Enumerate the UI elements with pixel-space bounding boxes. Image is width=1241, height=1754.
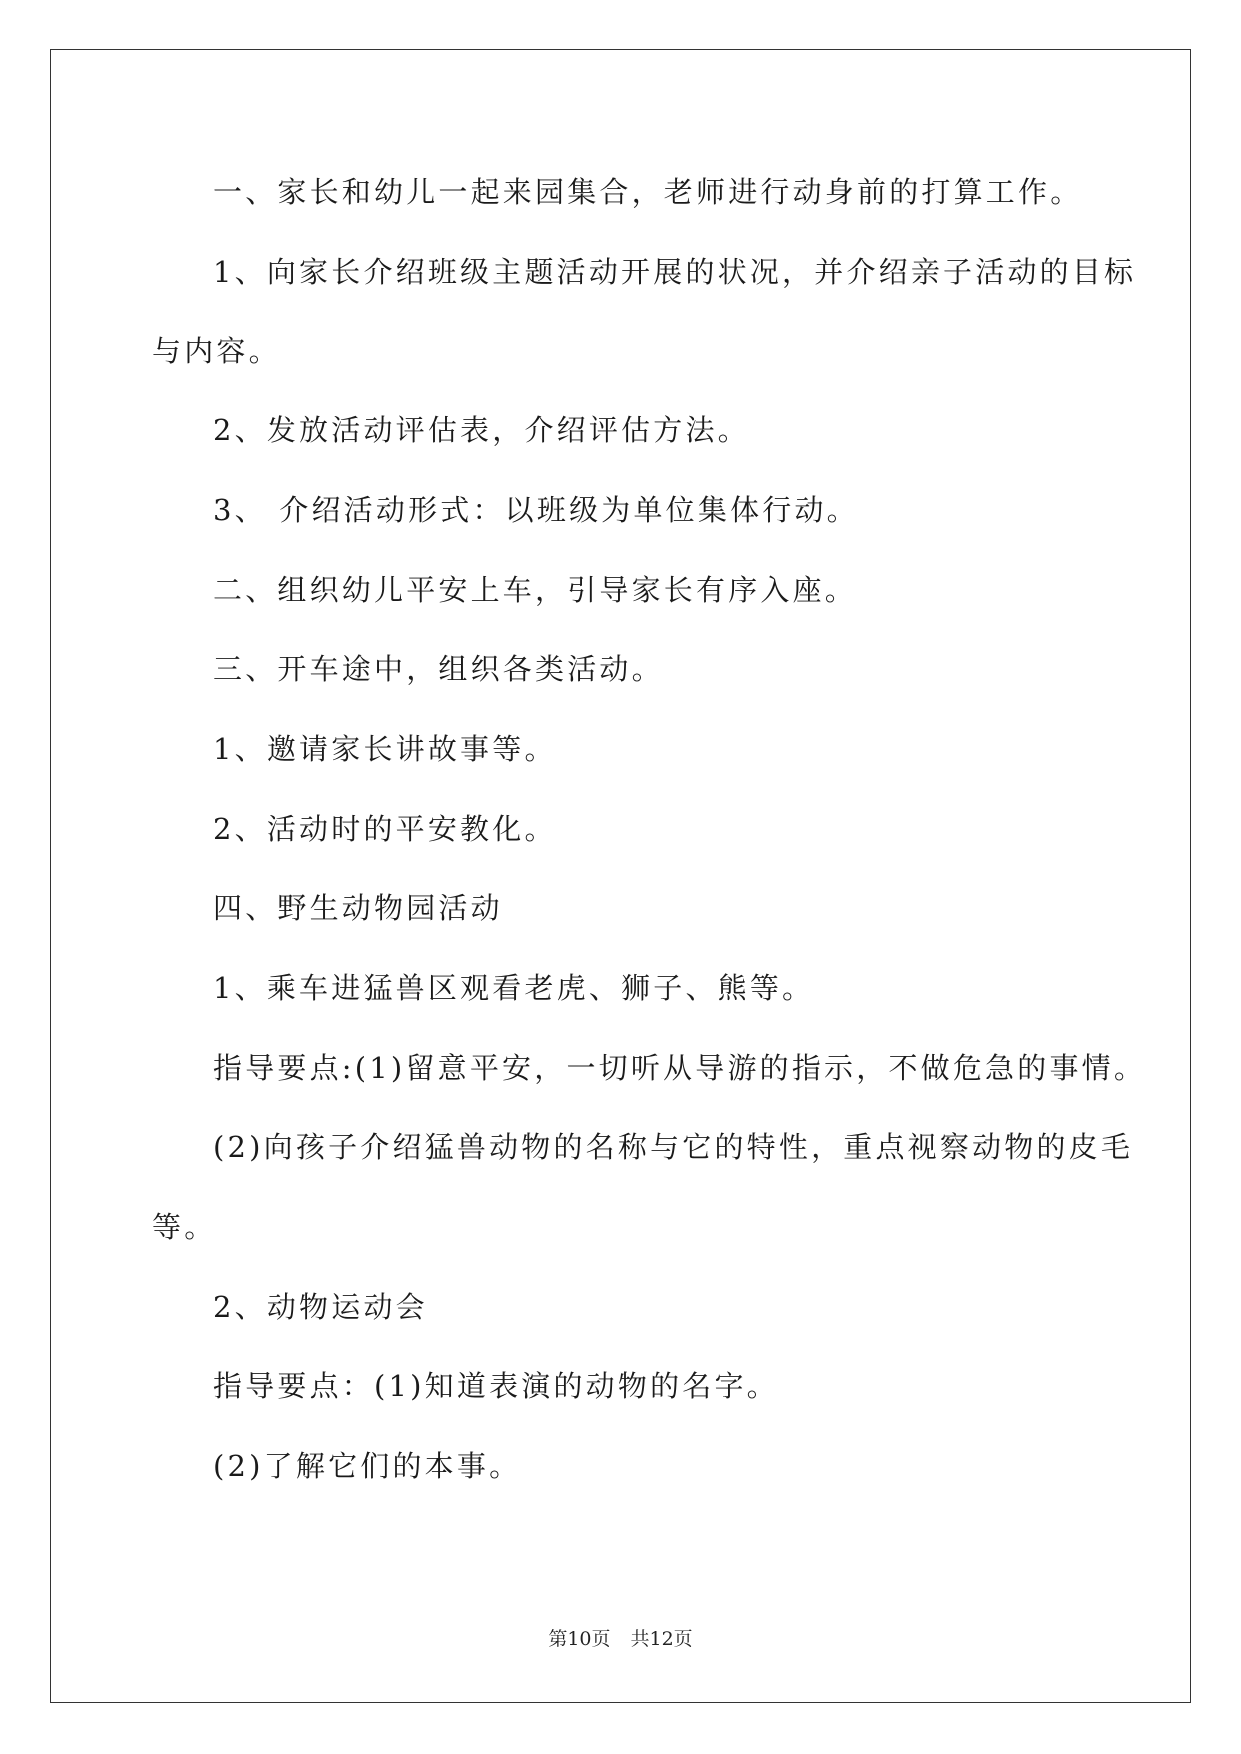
page-number: 第10页 <box>548 1628 611 1650</box>
paragraph-line: 1、乘车进猛兽区观看老虎、狮子、熊等。 <box>213 971 815 1005</box>
paragraph-line: (2)了解它们的本事。 <box>213 1449 522 1483</box>
paragraph-line: 2、活动时的平安教化。 <box>213 812 557 846</box>
page-footer <box>0 1626 1241 1652</box>
paragraph-line: 等。 <box>152 1210 217 1244</box>
paragraph-line: 指导要点：(1)知道表演的动物的名字。 <box>213 1369 779 1403</box>
paragraph-line: 2、动物运动会 <box>213 1290 428 1324</box>
paragraph-line: 1、向家长介绍班级主题活动开展的状况，并介绍亲子活动的目标 <box>213 255 1137 289</box>
paragraph-line: 指导要点:(1)留意平安，一切听从导游的指示，不做危急的事情。 <box>213 1051 1147 1085</box>
page-total: 共12页 <box>630 1628 693 1650</box>
paragraph-line: (2)向孩子介绍猛兽动物的名称与它的特性，重点视察动物的皮毛 <box>213 1130 1134 1164</box>
paragraph-line: 1、邀请家长讲故事等。 <box>213 732 557 766</box>
paragraph-line: 一、家长和幼儿一起来园集合，老师进行动身前的打算工作。 <box>213 175 1083 209</box>
paragraph-line: 四、野生动物园活动 <box>213 891 503 925</box>
paragraph-line: 与内容。 <box>152 334 281 368</box>
paragraph-line: 2、发放活动评估表，介绍评估方法。 <box>213 413 750 447</box>
paragraph-line: 二、组织幼儿平安上车，引导家长有序入座。 <box>213 573 858 607</box>
paragraph-line: 三、开车途中，组织各类活动。 <box>213 652 664 686</box>
paragraph-line: 3、 介绍活动形式：以班级为单位集体行动。 <box>213 493 859 527</box>
